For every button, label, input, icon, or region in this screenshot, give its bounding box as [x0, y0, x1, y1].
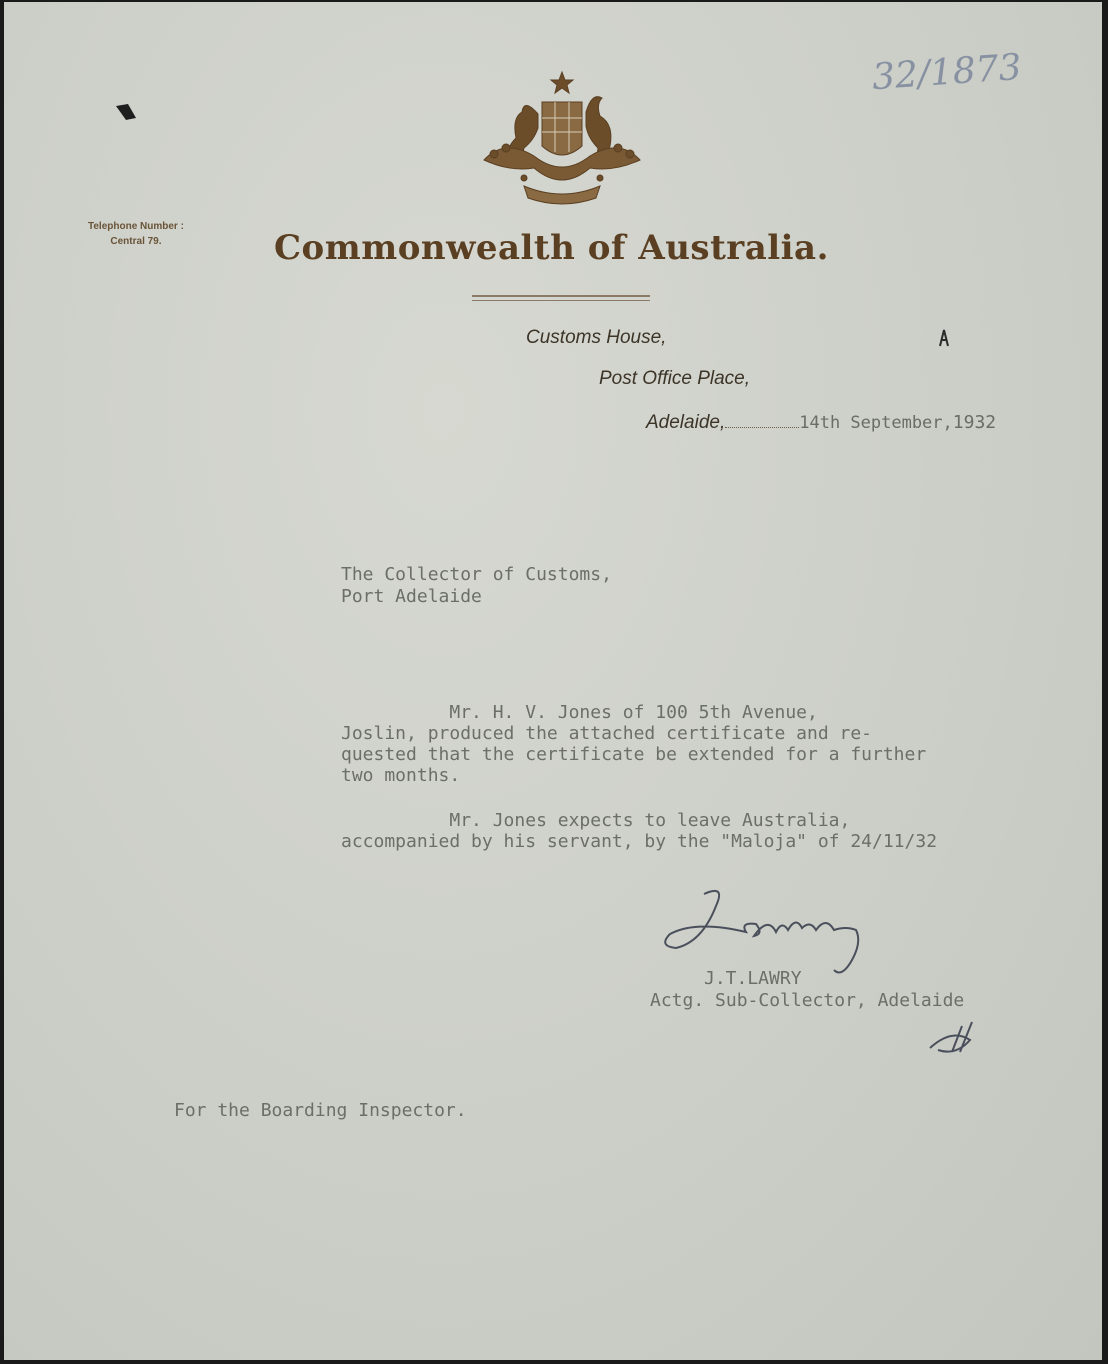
recipient-line-2: Port Adelaide — [341, 586, 482, 607]
divider-rule — [472, 295, 650, 297]
date-line — [646, 412, 996, 434]
body-paragraph-1: Mr. H. V. Jones of 100 5th Avenue, Joslin, produced the attached certificate and re- quested that the certificate be extended for a further two months. — [341, 702, 927, 786]
telephone-label: Telephone Number : — [88, 221, 184, 232]
signatory-name: J.T.LAWRY — [704, 968, 802, 989]
pencil-tick-mark — [938, 328, 948, 346]
ink-blot-mark — [114, 102, 140, 127]
recipient-line-1: The Collector of Customs, — [341, 564, 612, 585]
dotted-leader — [725, 413, 799, 428]
signatory-title: Actg. Sub-Collector, Adelaide — [650, 990, 965, 1011]
handwritten-initials — [922, 1018, 992, 1058]
letterhead-title: Commonwealth of Australia. — [274, 228, 829, 268]
telephone-value: Central 79. — [110, 236, 162, 247]
footer-instruction: For the Boarding Inspector. — [174, 1100, 467, 1121]
body-paragraph-2: Mr. Jones expects to leave Australia, accompanied by his servant, by the "Maloja" of 24/11/32 — [341, 810, 938, 852]
address-line-2: Post Office Place, — [599, 368, 751, 389]
handwritten-signature — [656, 886, 896, 978]
letter-sheet — [4, 2, 1102, 1360]
telephone-block — [88, 219, 184, 249]
file-reference-annotation: 32/1873 — [870, 46, 1023, 99]
letter-year: 1932 — [952, 412, 997, 433]
coat-of-arms-icon — [464, 68, 660, 214]
divider-rule-thin — [472, 300, 650, 301]
address-line-1: Customs House, — [526, 327, 667, 348]
address-city: Adelaide, — [646, 412, 726, 433]
letter-date: 14th September, — [799, 413, 953, 433]
